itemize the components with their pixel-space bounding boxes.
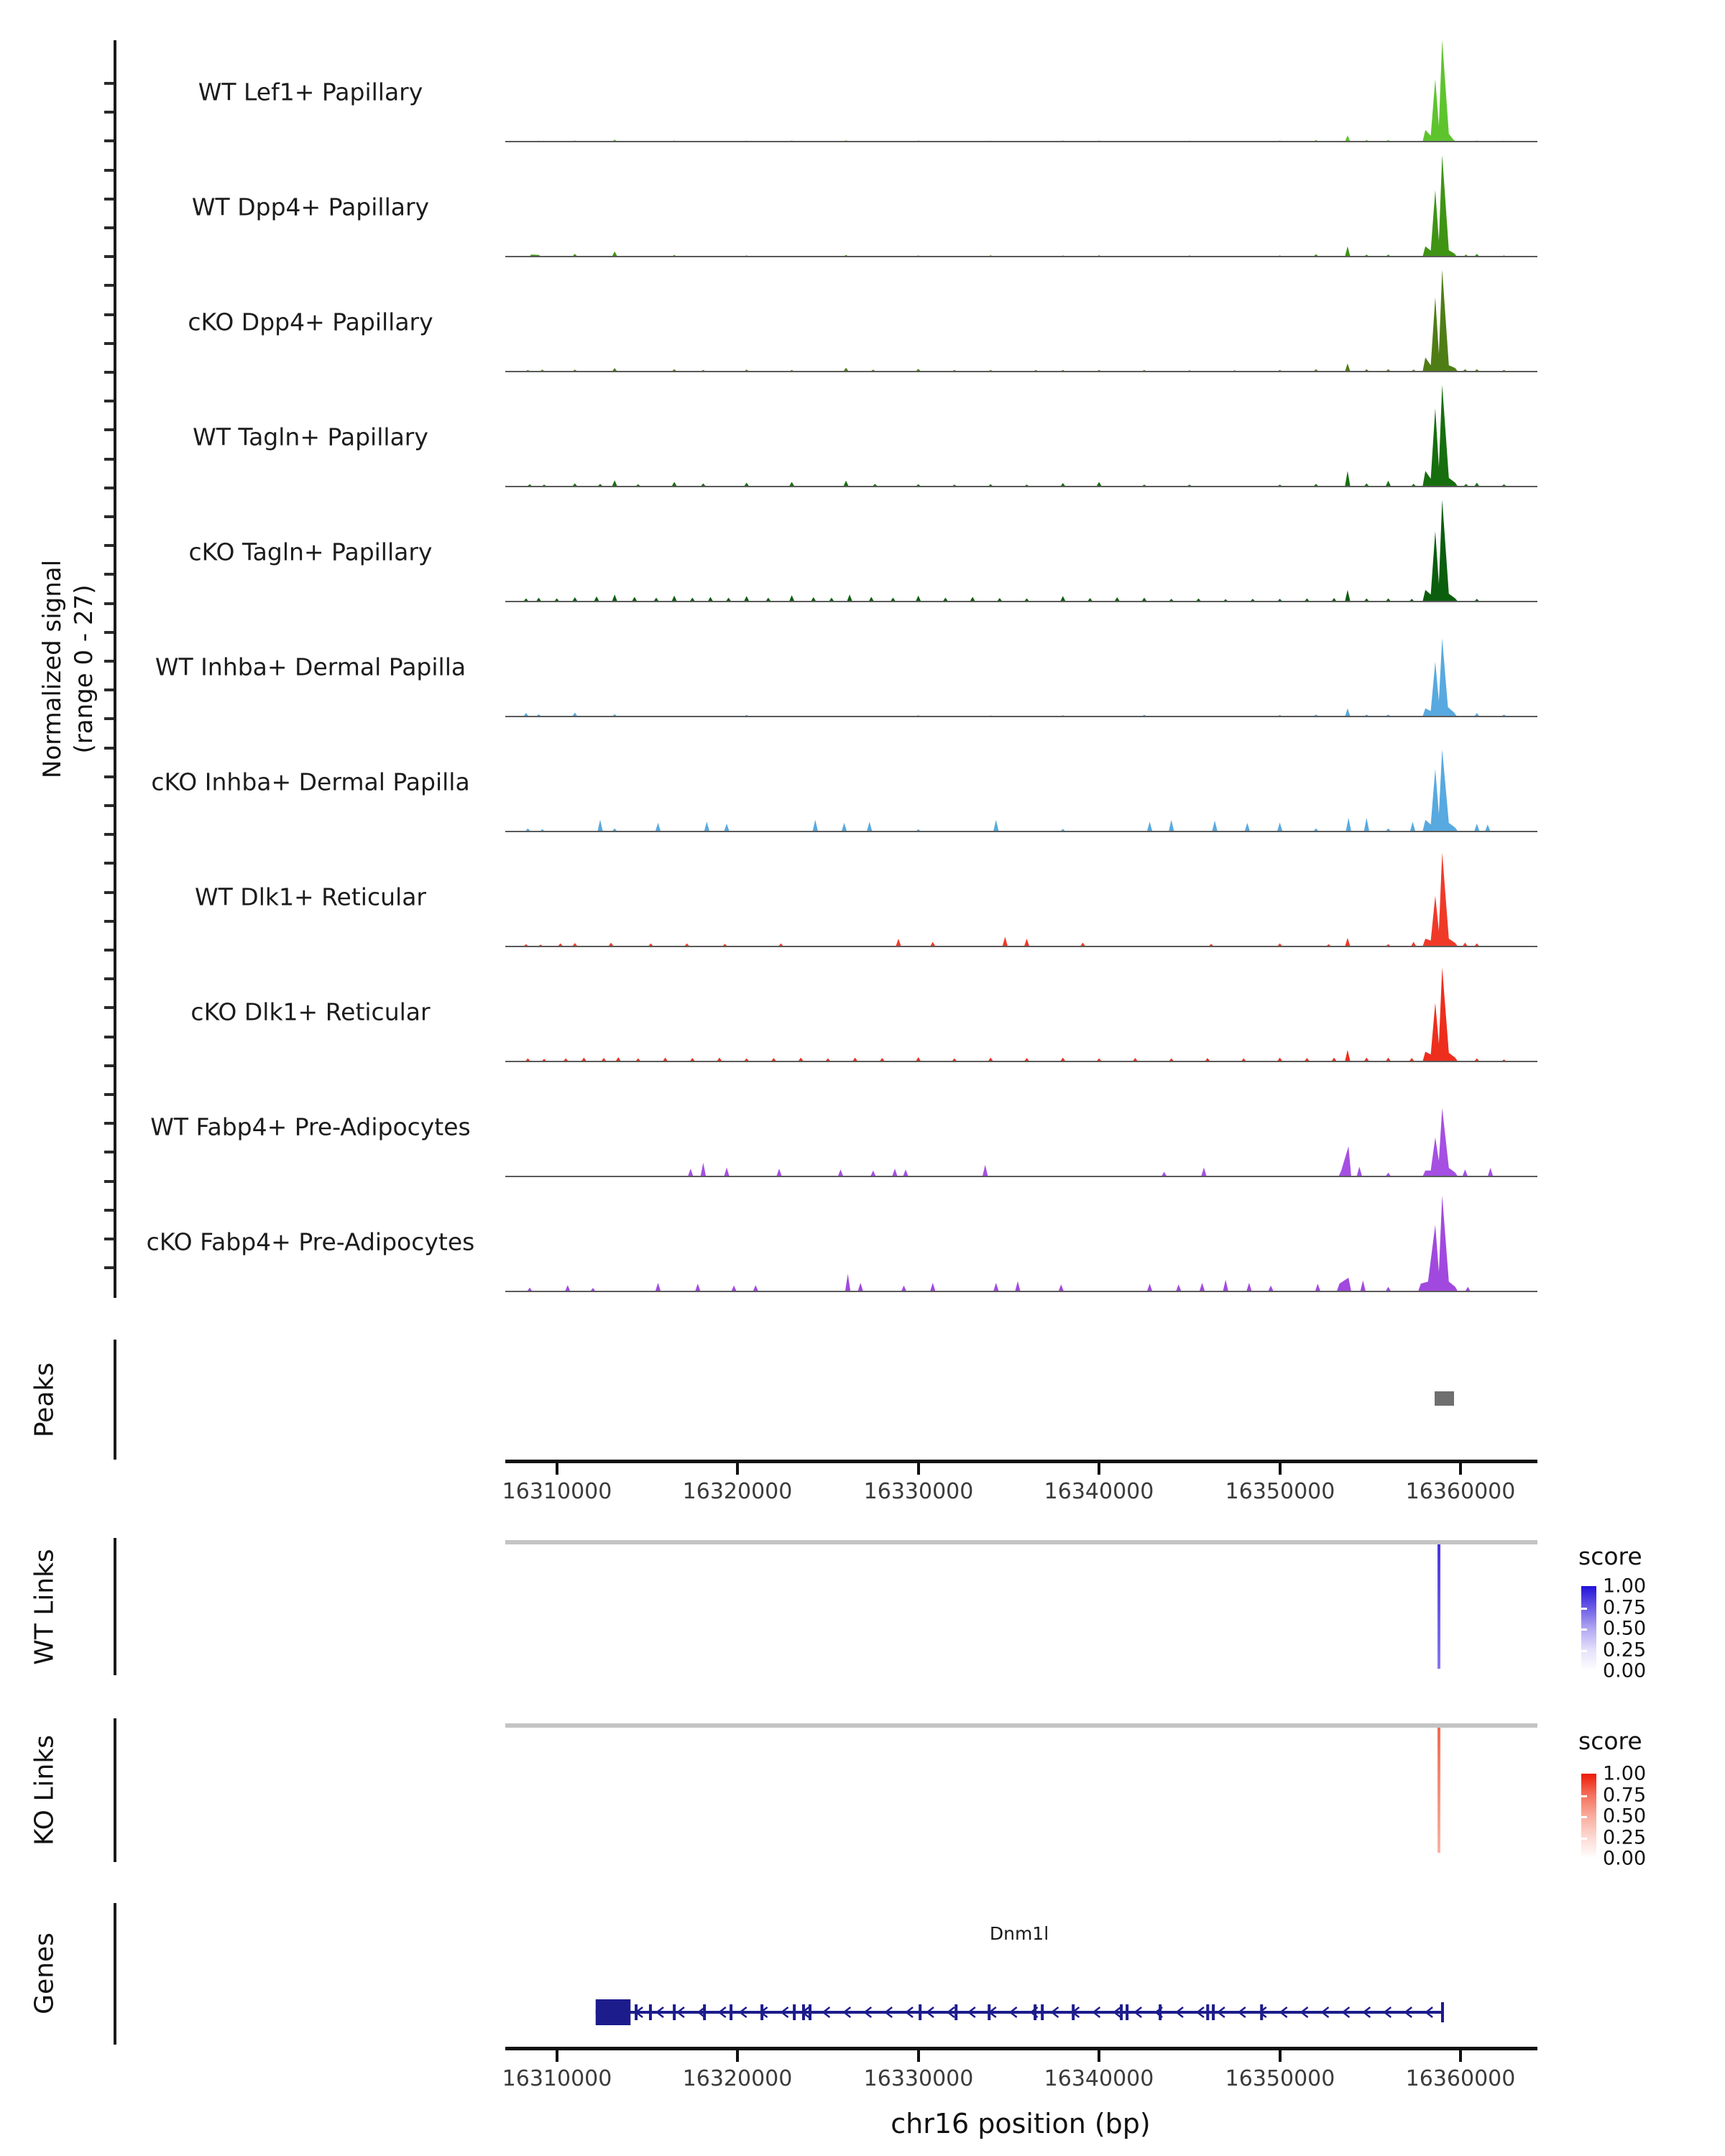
track-baseline-10 xyxy=(505,1176,1537,1177)
x-axis-tick xyxy=(1279,1463,1282,1475)
coverage-area-8 xyxy=(505,837,1537,946)
signal-y-axis-tick xyxy=(104,977,114,980)
signal-y-axis-tick xyxy=(104,226,114,229)
signal-y-axis-tick xyxy=(104,1151,114,1153)
links-baseline-2 xyxy=(505,1723,1537,1728)
signal-y-axis-tick xyxy=(104,198,114,201)
track-baseline-1 xyxy=(505,141,1537,142)
signal-y-axis-tick xyxy=(104,82,114,85)
gene-exon-tick xyxy=(1120,2004,1123,2020)
score-legend-tick-label: 0.50 xyxy=(1603,1617,1647,1640)
signal-y-axis-tick xyxy=(104,169,114,172)
gene-exon-tick xyxy=(730,2004,732,2020)
gene-exon-tick xyxy=(635,2004,638,2020)
track-label-10: WT Fabp4+ Pre-Adipocytes xyxy=(150,1112,471,1141)
x-axis-tick-label: 16310000 xyxy=(502,2066,612,2091)
gene-exon-tick xyxy=(1034,2004,1036,2020)
x-axis-title: chr16 position (bp) xyxy=(891,2108,1151,2139)
score-legend-tick-label: 0.00 xyxy=(1603,1659,1647,1682)
signal-y-axis-tick xyxy=(104,544,114,547)
x-axis-tick xyxy=(917,2050,920,2062)
coverage-path-10 xyxy=(688,1108,1493,1176)
gene-exon-tick xyxy=(1126,2004,1128,2020)
signal-y-axis-tick xyxy=(104,631,114,634)
score-legend-dash xyxy=(1581,1816,1587,1818)
links-axis-line-1 xyxy=(114,1538,116,1675)
track-label-5: cKO Tagln+ Papillary xyxy=(188,538,433,566)
signal-y-axis-tick xyxy=(104,111,114,114)
signal-y-axis-tick xyxy=(104,1238,114,1240)
gene-exon-tick xyxy=(1159,2004,1162,2020)
gene-exon-tick xyxy=(809,2004,811,2020)
x-axis-tick xyxy=(556,2050,558,2062)
signal-y-axis-tick xyxy=(104,775,114,778)
score-legend-dash xyxy=(1581,1838,1587,1840)
score-legend-dash xyxy=(1581,1650,1587,1652)
score-legend-tick-label: 0.50 xyxy=(1603,1805,1647,1828)
x-axis-tick xyxy=(736,2050,739,2062)
peaks-axis-line xyxy=(114,1340,116,1460)
track-label-2: WT Dpp4+ Papillary xyxy=(191,193,430,221)
coverage-area-4 xyxy=(505,377,1537,487)
gene-exon-tick xyxy=(649,2004,652,2020)
track-baseline-4 xyxy=(505,486,1537,487)
coverage-path-2 xyxy=(529,155,1507,257)
coverage-path-8 xyxy=(523,852,1479,946)
score-legend-dash xyxy=(1581,1608,1587,1610)
x-axis-tick xyxy=(1098,1463,1100,1475)
coverage-area-11 xyxy=(505,1182,1537,1291)
gene-end-exon-tick xyxy=(1441,2002,1444,2022)
gene-body-line xyxy=(596,2011,1443,2014)
score-legend-tick-label: 0.00 xyxy=(1603,1847,1647,1870)
gene-exon-tick xyxy=(919,2004,921,2020)
track-baseline-11 xyxy=(505,1291,1537,1292)
x-axis-tick-label: 16310000 xyxy=(502,1479,612,1504)
coverage-area-9 xyxy=(505,952,1537,1061)
coverage-area-1 xyxy=(505,32,1537,142)
track-baseline-9 xyxy=(505,1061,1537,1062)
coverage-path-7 xyxy=(525,750,1491,831)
link-line-1 xyxy=(1438,1544,1440,1669)
score-legend-tick-label: 0.75 xyxy=(1603,1784,1647,1807)
coverage-path-6 xyxy=(523,638,1506,717)
signal-y-axis-tick xyxy=(104,747,114,750)
track-baseline-5 xyxy=(505,601,1537,602)
signal-y-axis-tick xyxy=(104,1064,114,1067)
gene-exon-tick xyxy=(1072,2004,1075,2020)
x-axis-tick-label: 16330000 xyxy=(863,1479,974,1504)
track-label-4: WT Tagln+ Papillary xyxy=(193,423,428,451)
link-line-2 xyxy=(1438,1728,1440,1853)
signal-y-axis-tick xyxy=(104,1209,114,1212)
x-axis-tick-label: 16330000 xyxy=(863,2066,974,2091)
x-axis-tick-label: 16360000 xyxy=(1405,2066,1516,2091)
signal-y-axis-tick xyxy=(104,1122,114,1125)
x-axis-tick xyxy=(556,1463,558,1475)
signal-y-axis-tick xyxy=(104,1036,114,1038)
signal-y-axis-tick xyxy=(104,1180,114,1183)
x-axis-tick xyxy=(1459,1463,1462,1475)
signal-y-axis-tick xyxy=(104,920,114,923)
coverage-area-6 xyxy=(505,607,1537,717)
score-legend-title-1: score xyxy=(1578,1542,1642,1570)
genes-axis-line xyxy=(114,1903,116,2045)
track-label-9: cKO Dlk1+ Reticular xyxy=(190,998,431,1026)
signal-y-axis-tick xyxy=(104,833,114,836)
peaks-track-title: Peaks xyxy=(29,1362,60,1438)
signal-y-axis-tick xyxy=(104,458,114,461)
track-baseline-6 xyxy=(505,716,1537,717)
gene-exon-tick xyxy=(1041,2004,1044,2020)
gene-exon-tick xyxy=(1206,2004,1209,2020)
coverage-area-7 xyxy=(505,722,1537,831)
signal-y-axis-title xyxy=(37,560,100,778)
coverage-path-1 xyxy=(536,40,1506,142)
coverage-path-3 xyxy=(525,270,1507,372)
signal-y-axis-tick xyxy=(104,717,114,720)
signal-y-axis-tick xyxy=(104,487,114,489)
signal-y-axis-tick xyxy=(104,891,114,894)
gene-exon-tick xyxy=(988,2004,990,2020)
gene-exon-tick xyxy=(703,2004,706,2020)
signal-y-axis-tick xyxy=(104,862,114,865)
genes-track-title: Genes xyxy=(29,1932,60,2014)
signal-y-axis-tick xyxy=(104,284,114,287)
x-axis-tick xyxy=(917,1463,920,1475)
signal-y-axis-tick xyxy=(104,949,114,952)
gene-exon-tick xyxy=(1212,2004,1215,2020)
signal-y-axis-tick xyxy=(104,1093,114,1096)
signal-y-axis-tick xyxy=(104,602,114,605)
score-legend-tick-label: 0.25 xyxy=(1603,1826,1647,1849)
x-axis-tick-label: 16340000 xyxy=(1044,1479,1154,1504)
track-label-1: WT Lef1+ Papillary xyxy=(198,78,423,106)
x-axis-tick-label: 16320000 xyxy=(682,2066,793,2091)
track-baseline-2 xyxy=(505,256,1537,257)
gene-exon-tick xyxy=(793,2004,796,2020)
coverage-path-11 xyxy=(527,1196,1471,1291)
signal-y-axis-tick xyxy=(104,1266,114,1269)
links-axis-line-2 xyxy=(114,1718,116,1862)
coverage-area-10 xyxy=(505,1067,1537,1176)
signal-y-axis-tick xyxy=(104,660,114,663)
gene-name-label: Dnm1l xyxy=(989,1923,1049,1944)
x-axis-tick xyxy=(1098,2050,1100,2062)
signal-y-axis-tick xyxy=(104,804,114,807)
gene-exon-tick xyxy=(760,2004,763,2020)
x-axis-tick-label: 16340000 xyxy=(1044,2066,1154,2091)
signal-y-axis-tick xyxy=(104,428,114,431)
gene-terminal-exon-box xyxy=(596,1999,631,2025)
score-legend-tick-label: 1.00 xyxy=(1603,1575,1647,1598)
x-axis-line xyxy=(505,1460,1537,1463)
signal-y-axis-tick xyxy=(104,573,114,576)
x-axis-tick-label: 16350000 xyxy=(1225,2066,1335,2091)
score-legend-title-2: score xyxy=(1578,1727,1642,1755)
track-baseline-3 xyxy=(505,371,1537,372)
coverage-area-3 xyxy=(505,262,1537,372)
track-baseline-8 xyxy=(505,946,1537,947)
signal-y-axis-tick xyxy=(104,255,114,258)
signal-y-axis-tick xyxy=(104,515,114,518)
signal-y-axis-tick xyxy=(104,688,114,691)
score-legend-tick-label: 0.75 xyxy=(1603,1596,1647,1619)
links-track-title-1: WT Links xyxy=(29,1549,60,1665)
score-legend-dash xyxy=(1581,1628,1587,1631)
signal-y-axis-tick xyxy=(104,1006,114,1009)
score-legend-tick-label: 0.25 xyxy=(1603,1639,1647,1662)
links-track-title-2: KO Links xyxy=(29,1735,60,1846)
gene-exon-tick xyxy=(673,2004,676,2020)
track-label-8: WT Dlk1+ Reticular xyxy=(195,883,426,911)
signal-y-axis-title-line2: (range 0 - 27) xyxy=(70,584,98,754)
gene-exon-tick xyxy=(954,2004,957,2020)
links-baseline-1 xyxy=(505,1540,1537,1544)
signal-y-axis-line xyxy=(114,40,116,1298)
track-baseline-7 xyxy=(505,831,1537,832)
peak-interval xyxy=(1435,1391,1454,1406)
track-label-11: cKO Fabp4+ Pre-Adipocytes xyxy=(146,1227,475,1256)
coverage-area-5 xyxy=(505,492,1537,602)
coverage-path-4 xyxy=(527,384,1506,487)
x-axis-tick-label: 16320000 xyxy=(682,1479,793,1504)
coverage-area-2 xyxy=(505,147,1537,257)
signal-y-axis-tick xyxy=(104,313,114,316)
track-label-7: cKO Inhba+ Dermal Papilla xyxy=(151,768,470,796)
coverage-path-5 xyxy=(523,499,1479,602)
gene-exon-tick xyxy=(802,2004,805,2020)
signal-y-axis-tick xyxy=(104,371,114,374)
gene-exon-tick xyxy=(1260,2004,1263,2020)
x-axis-tick-label: 16350000 xyxy=(1225,1479,1335,1504)
signal-y-axis-title-line1: Normalized signal xyxy=(37,559,67,779)
x-axis-line xyxy=(505,2047,1537,2050)
x-axis-tick xyxy=(736,1463,739,1475)
track-label-6: WT Inhba+ Dermal Papilla xyxy=(155,653,466,681)
score-legend-tick-label: 1.00 xyxy=(1603,1762,1647,1785)
signal-y-axis-tick xyxy=(104,139,114,142)
score-legend-dash xyxy=(1581,1795,1587,1797)
signal-y-axis-tick xyxy=(104,342,114,345)
x-axis-tick xyxy=(1279,2050,1282,2062)
x-axis-tick-label: 16360000 xyxy=(1405,1479,1516,1504)
signal-y-axis-tick xyxy=(104,400,114,402)
coverage-path-9 xyxy=(525,967,1507,1061)
gene-model xyxy=(505,1984,1537,2041)
track-label-3: cKO Dpp4+ Papillary xyxy=(188,308,433,336)
x-axis-tick xyxy=(1459,2050,1462,2062)
